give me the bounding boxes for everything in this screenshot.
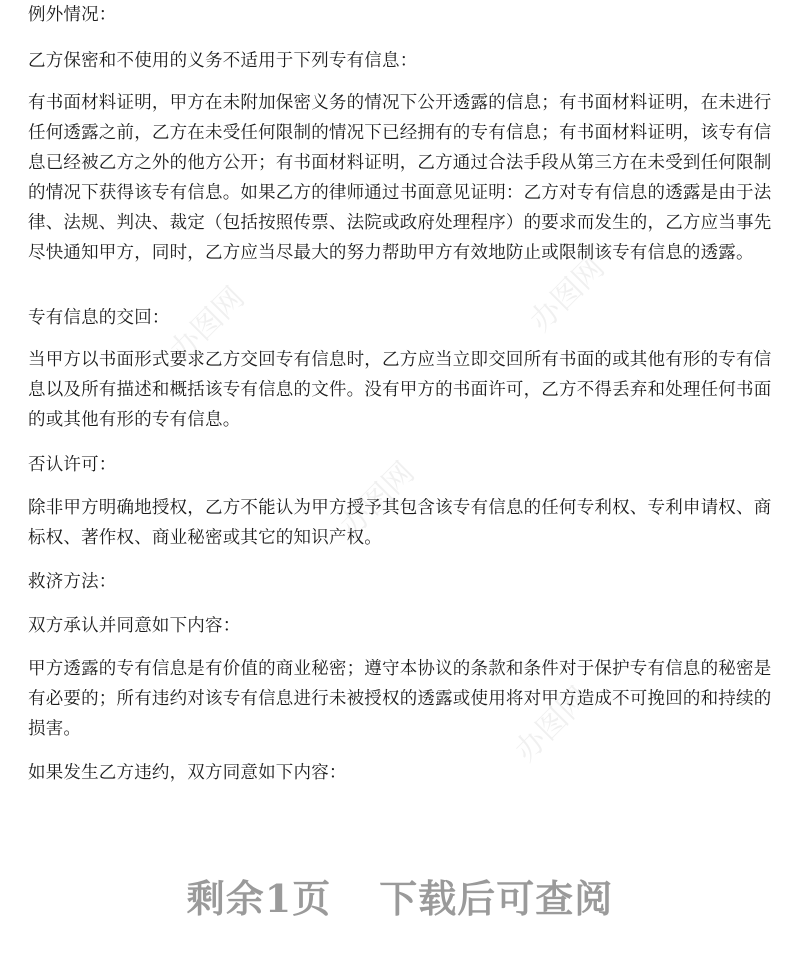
paragraph-return-body: 当甲方以书面形式要求乙方交回专有信息时，乙方应当立即交回所有书面的或其他有形的专有信息以及所有描述和概括该专有信息的文件。没有甲方的书面许可，乙方不得丢弃和处理任何书面的或其他有形的专有信息。 [28,350,772,430]
remaining-pages-label: 剩余1页 [186,876,332,921]
paragraph-remedies-body: 甲方透露的专有信息是有价值的商业秘密；遵守本协议的条款和条件对于保护专有信息的秘密是有必要的；所有违约对该专有信息进行未被授权的透露或使用将对甲方造成不可挽回的和持续的损害。 [28,659,772,739]
section-heading-no-license: 否认许可： [28,455,117,475]
watermark: 办图网 [523,250,612,339]
download-banner[interactable] [0,874,800,924]
paragraph-exceptions-body: 有书面材料证明，甲方在未附加保密义务的情况下公开透露的信息；有书面材料证明，在未进行任何透露之前，乙方在未受任何限制的情况下已经拥有的专有信息；有书面材料证明，该专有信息已经被乙方之外的他方公开；有书面材料证明，乙方通过合法手段从第三方在未受到任何限制的情况下获得该专有信息。如果乙方的律师通过书面意见证明：乙方对专有信息的透露是由于法律、法规、判决、裁定（包括按照传票、法院或政府处理程序）的要求而发生的，乙方应当事先尽快通知甲方，同时，乙方应当尽最大的努力帮助甲方有效地防止或限制该专有信息的透露。 [28,93,772,263]
paragraph-breach-intro: 如果发生乙方违约，双方同意如下内容： [28,763,347,783]
section-heading-exceptions: 例外情况： [28,5,117,25]
watermark: 办图网 [508,680,597,769]
section-heading-return: 专有信息的交回： [28,308,170,328]
download-to-view-label: 下载后可查阅 [379,876,614,921]
watermark: 办图网 [333,455,422,544]
watermark: 办图网 [163,280,252,369]
paragraph-no-license-body: 除非甲方明确地授权，乙方不能认为甲方授予其包含该专有信息的任何专利权、专利申请权、商标权、著作权、商业秘密或其它的知识产权。 [28,498,772,548]
paragraph-remedies-intro: 双方承认并同意如下内容： [28,616,241,636]
paragraph-exceptions-intro: 乙方保密和不使用的义务不适用于下列专有信息： [28,51,418,71]
section-heading-remedies: 救济方法： [28,572,117,592]
